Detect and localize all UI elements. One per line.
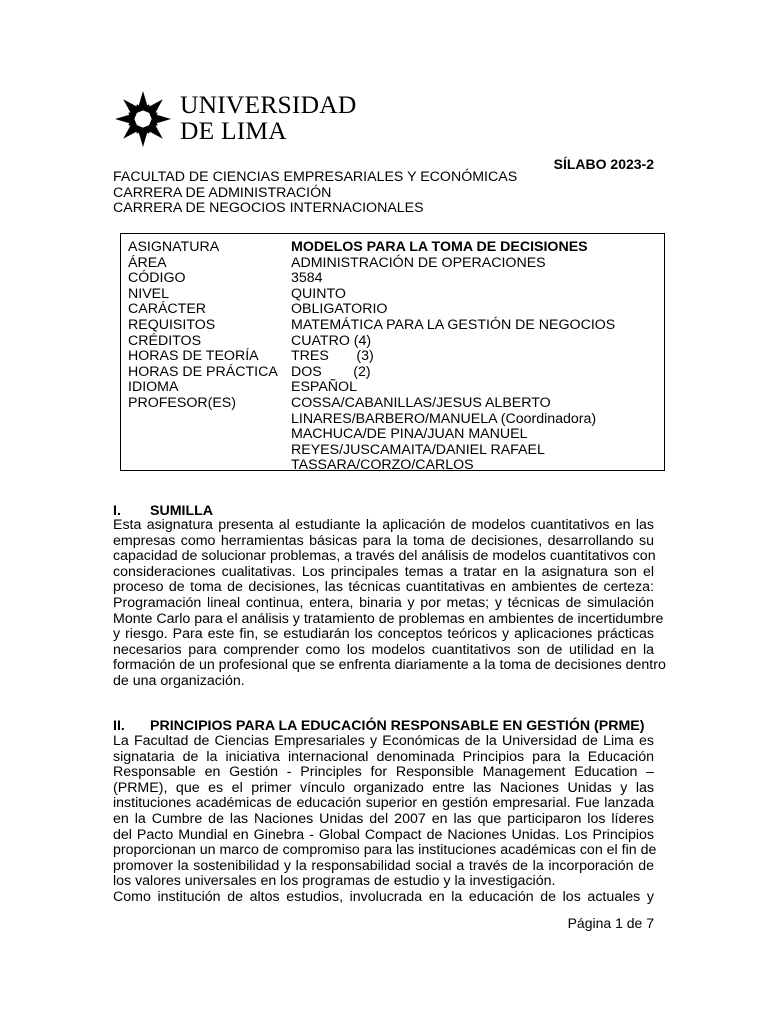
info-value: COSSA/CABANILLAS/JESUS ALBERTO <box>291 395 551 411</box>
university-logo-icon <box>113 89 173 149</box>
course-info-table <box>120 233 665 474</box>
info-value: TRES (3) <box>291 348 374 365</box>
info-label: CÓDIGO <box>128 270 186 287</box>
info-label: CRÉDITOS <box>128 332 202 349</box>
paragraph-line: promover la sostenibilidad y la responsabilidad social a través de la incorporación de <box>113 857 654 874</box>
logo-line-2: DE LIMA <box>180 116 287 145</box>
info-label: CARÁCTER <box>128 301 207 318</box>
paragraph-line: capacidad de solucionar problemas, a través del análisis de modelos cuantitativos con <box>113 548 656 565</box>
faculty-line: FACULTAD DE CIENCIAS EMPRESARIALES Y ECONÓMICAS <box>113 169 518 185</box>
paragraph-line: Monte Carlo para el análisis y tratamiento de problemas en ambientes de incertidumbre <box>113 610 664 627</box>
paragraph-line: La Facultad de Ciencias Empresariales y Económicas de la Universidad de Lima es <box>113 733 654 749</box>
university-logo-text <box>180 92 356 144</box>
paragraph-line: Responsable en Gestión - Principles for Responsible Management Education – <box>113 764 654 781</box>
info-value: QUINTO <box>291 285 346 302</box>
page-number: Página 1 de 7 <box>567 915 654 931</box>
section-number: I. <box>113 503 121 519</box>
paragraph-line: (PRME), que es el primer vínculo organizado entre las Naciones Unidas y las <box>113 779 654 796</box>
info-value: TASSARA/CORZO/CARLOS <box>291 457 474 474</box>
paragraph-line: necesarios para comprender como los modelos cuantitativos son de utilidad en la <box>113 641 654 658</box>
info-label: ASIGNATURA <box>128 239 220 255</box>
info-label: NIVEL <box>128 285 170 302</box>
info-label: PROFESOR(ES) <box>128 395 236 411</box>
paragraph-line: y riesgo. Para este fin, se estudiarán los conceptos teóricos y aplicaciones prácticas <box>113 626 654 643</box>
section-number: II. <box>113 718 125 734</box>
section-title: SUMILLA <box>150 503 214 519</box>
logo-line-1: UNIVERSIDAD <box>180 90 357 119</box>
info-value: ESPAÑOL <box>291 379 357 396</box>
paragraph-line: proporcionan un marco de compromiso para las instituciones académicas con el fin de <box>113 842 657 859</box>
info-label: HORAS DE TEORÍA <box>128 348 259 365</box>
paragraph-line: proceso de toma de decisiones, las técnicas cuantitativas en ambientes de certeza: <box>113 579 654 596</box>
info-value: ADMINISTRACIÓN DE OPERACIONES <box>291 254 546 271</box>
paragraph-line: empresas como herramientas básicas para la toma de decisiones, desarrollando su <box>113 532 654 549</box>
paragraph-line: en la Cumbre de las Naciones Unidas del 2007 en las que participaron los líderes <box>113 810 654 827</box>
paragraph-line: consideraciones cualitativas. Los principales temas a tratar en la asignatura son el <box>113 563 654 580</box>
info-value: 3584 <box>291 270 323 287</box>
info-value: MODELOS PARA LA TOMA DE DECISIONES <box>291 239 588 255</box>
paragraph-line: los valores universales en los programas de estudio y la investigación. <box>113 873 556 890</box>
paragraph-line: formación de un profesional que se enfrenta diariamente a la toma de decisiones dentro <box>113 657 666 674</box>
info-label: ÁREA <box>128 254 167 271</box>
info-label: HORAS DE PRÁCTICA <box>128 363 278 380</box>
faculty-line: CARRERA DE ADMINISTRACIÓN <box>113 184 332 201</box>
paragraph-line: Programación lineal continua, entera, binaria y por metas; y técnicas de simulación <box>113 594 654 611</box>
info-value: REYES/JUSCAMAITA/DANIEL RAFAEL <box>291 441 545 458</box>
faculty-line: CARRERA DE NEGOCIOS INTERNACIONALES <box>113 200 424 217</box>
paragraph-line: signataria de la iniciativa internacional denominada Principios para la Educación <box>113 748 654 765</box>
info-value: DOS (2) <box>291 363 371 380</box>
info-value: MATEMÁTICA PARA LA GESTIÓN DE NEGOCIOS <box>291 317 616 333</box>
section-1-paragraph <box>113 517 666 690</box>
info-value: OBLIGATORIO <box>291 301 388 318</box>
paragraph-line: Como institución de altos estudios, involucrada en la educación de los actuales y <box>113 888 654 905</box>
info-value: LINARES/BARBERO/MANUELA (Coordinadora) <box>291 410 597 427</box>
info-value: MACHUCA/DE PINA/JUAN MANUEL <box>291 426 528 443</box>
info-label: REQUISITOS <box>128 317 216 333</box>
info-value: CUATRO (4) <box>291 332 372 349</box>
silabo-title: SÍLABO 2023-2 <box>553 156 654 172</box>
paragraph-line: de una organización. <box>113 672 245 689</box>
section-2-paragraph <box>113 733 657 906</box>
info-label: IDIOMA <box>128 379 179 396</box>
paragraph-line: del Pacto Mundial en Ginebra - Global Compact de Naciones Unidas. Los Principios <box>113 826 654 843</box>
faculty-header <box>113 170 517 217</box>
section-2-heading <box>113 718 645 734</box>
paragraph-line: instituciones académicas de educación superior en gestión empresarial. Fue lanzada <box>113 795 654 812</box>
section-title: PRINCIPIOS PARA LA EDUCACIÓN RESPONSABLE EN GESTIÓN (PRME) <box>150 718 645 734</box>
paragraph-line: Esta asignatura presenta al estudiante la aplicación de modelos cuantitativos en las <box>113 517 654 533</box>
